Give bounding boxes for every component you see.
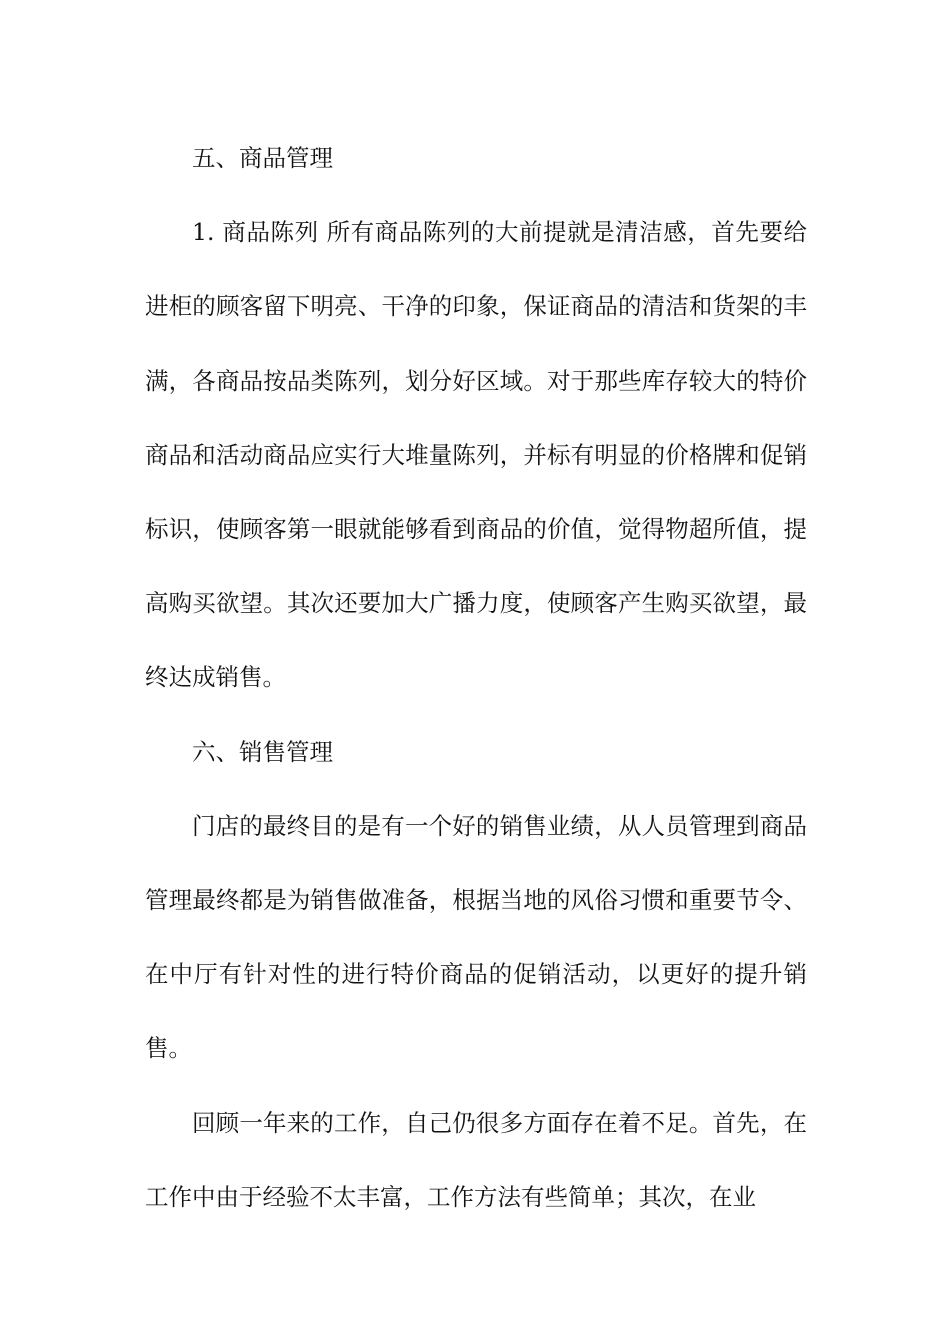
paragraph-year-review: 回顾一年来的工作，自己仍很多方面存在着不足。首先，在工作中由于经验不太丰富，工作方法有些简单；其次，在业 [145,1108,807,1211]
section-heading-sales-management: 六、销售管理 [192,737,333,766]
paragraph-sales-goal: 门店的最终目的是有一个好的销售业绩，从人员管理到商品管理最终都是为销售做准备，根据当地的风俗习惯和重要节令、在中厅有针对性的进行特价商品的促销活动，以更好的提升销售。 [145,811,807,1063]
document-body [145,121,807,1234]
section-heading-product-management: 五、商品管理 [192,144,333,172]
paragraph-product-display: 1. 商品陈列 所有商品陈列的大前提就是清洁感，首先要给进柜的顾客留下明亮、干净的印象，保证商品的清洁和货架的丰满，各商品按品类陈列，划分好区域。对于那些库存较大的特价商品和活动商品应实行大堆量陈列，并标有明显的价格牌和促销标识，使顾客第一眼就能够看到商品的价值，觉得物超所值，提高购买欲望。其次还要加大广播力度，使顾客产生购买欲望，最终达成销售。 [145,218,807,692]
